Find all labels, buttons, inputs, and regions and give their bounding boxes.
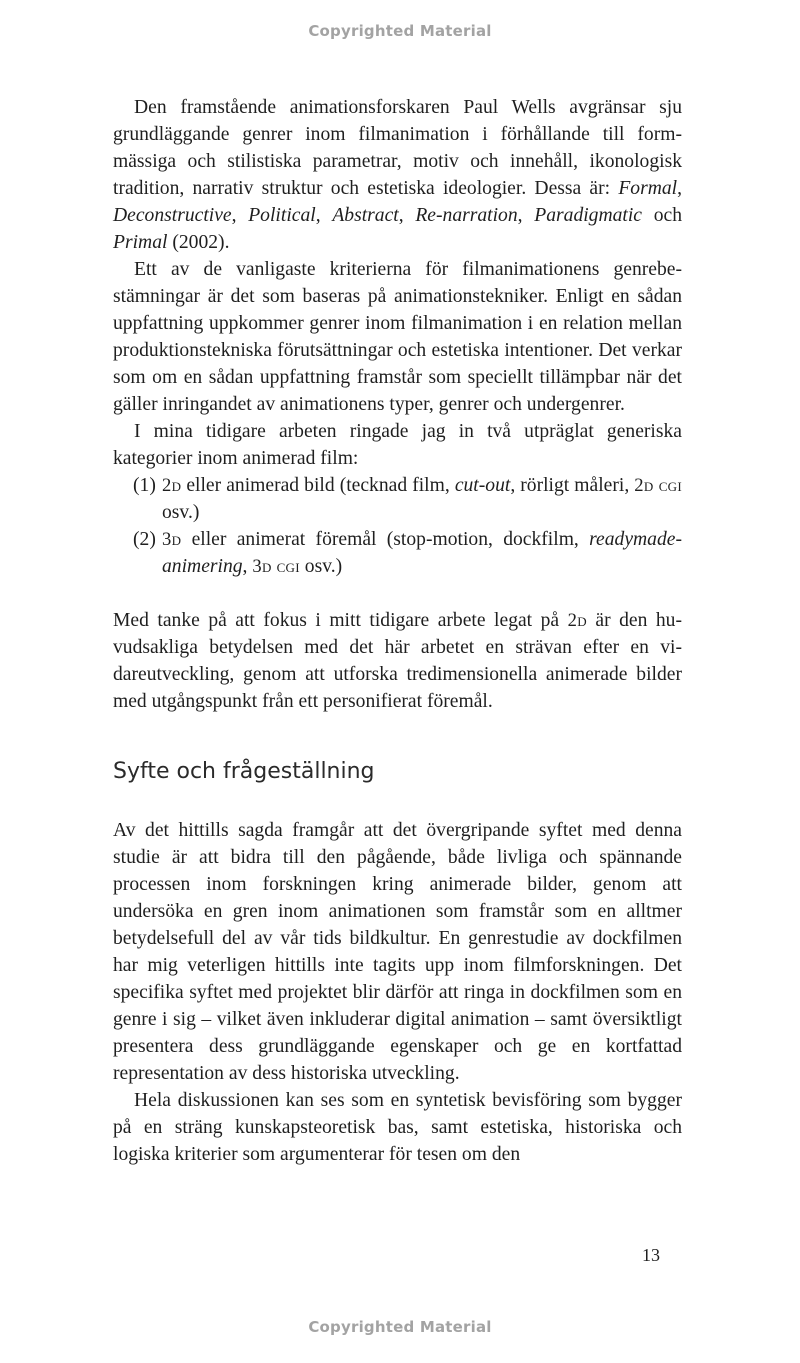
paragraph-focus: Med tanke på att fokus i mitt tidigare arbete legat på 2d är den huvudsakliga betydelsen med det här arbetet en strävan efter en vidareutveckling, genom att utforska tredimensionella animerade bilder med utgångspunkt från ett personifierat föremål.: [113, 610, 682, 712]
list-item-number: (2): [133, 529, 156, 550]
copyright-watermark-bottom: Copyrighted Material: [308, 1318, 492, 1336]
page-body: [113, 94, 682, 1168]
category-list: [113, 472, 682, 580]
list-item-number: (1): [133, 475, 156, 496]
paragraph-animation-techniques: Ett av de vanligaste kriterierna för filmanimationens genrebestämningar är det som baseras på animationstekniker. Enligt en sådan uppfattning uppkommer genrer inom filmanimation i en relation mellan produktionstekniska förutsättningar och estetiska intentioner. Det verkar som om en sådan uppfattning framstår som speciellt tillämpbar när det gäller inringandet av animationens typer, genrer och undergenrer.: [113, 259, 682, 415]
list-item: (2) 3d eller animerat föremål (stop-motion, dockfilm, readymade-animering, 3d cgi osv.): [113, 526, 682, 580]
copyright-watermark-top: Copyrighted Material: [308, 22, 492, 40]
page-number: 13: [642, 1245, 660, 1265]
paragraph-purpose: Av det hittills sagda framgår att det övergripande syftet med denna studie är att bidra till den pågående, både livliga och spännande processen inom forskningen kring animerade bilder, genom att undersöka en gren inom animationen som framstår som en alltmer betydelsefull del av vår tids bildkultur. En genrestudie av dockfilmen har mig veterligen hittills inte tagits upp inom filmforskningen. Det specifika syftet med projektet blir därför att ringa in dockfilmen som en genre i sig – vilket även inkluderar digital animation – samt översiktligt presentera dess grundläggande egenskaper och ge en kortfattad representation av dess historiska utveckling.: [113, 820, 682, 1084]
paragraph-wells-genres: Den framstående animationsforskaren Paul Wells avgränsar sju grundläggande genrer inom filmanimation i förhållande till formmässiga och stilistiska parametrar, motiv och innehåll, ikonologisk tradition, narrativ struktur och estetiska ideologier. Dessa är: Formal, Deconstructive, Political, Abstract, Re-narration, Paradigmatic och Primal (2002).: [113, 97, 683, 253]
paragraph-generic-categories: I mina tidigare arbeten ringade jag in två utpräglat generiska kategorier inom animerad film:: [113, 421, 682, 469]
paragraph-discussion: Hela diskussionen kan ses som en syntetisk bevisföring som bygger på en sträng kunskapsteoretisk bas, samt estetiska, historiska och logiska kriterier som argumenterar för tesen om den: [113, 1090, 682, 1165]
list-item: (1) 2d eller animerad bild (tecknad film, cut-out, rörligt måleri, 2d cgi osv.): [113, 472, 682, 526]
section-heading: Syfte och frågeställning: [113, 759, 375, 784]
